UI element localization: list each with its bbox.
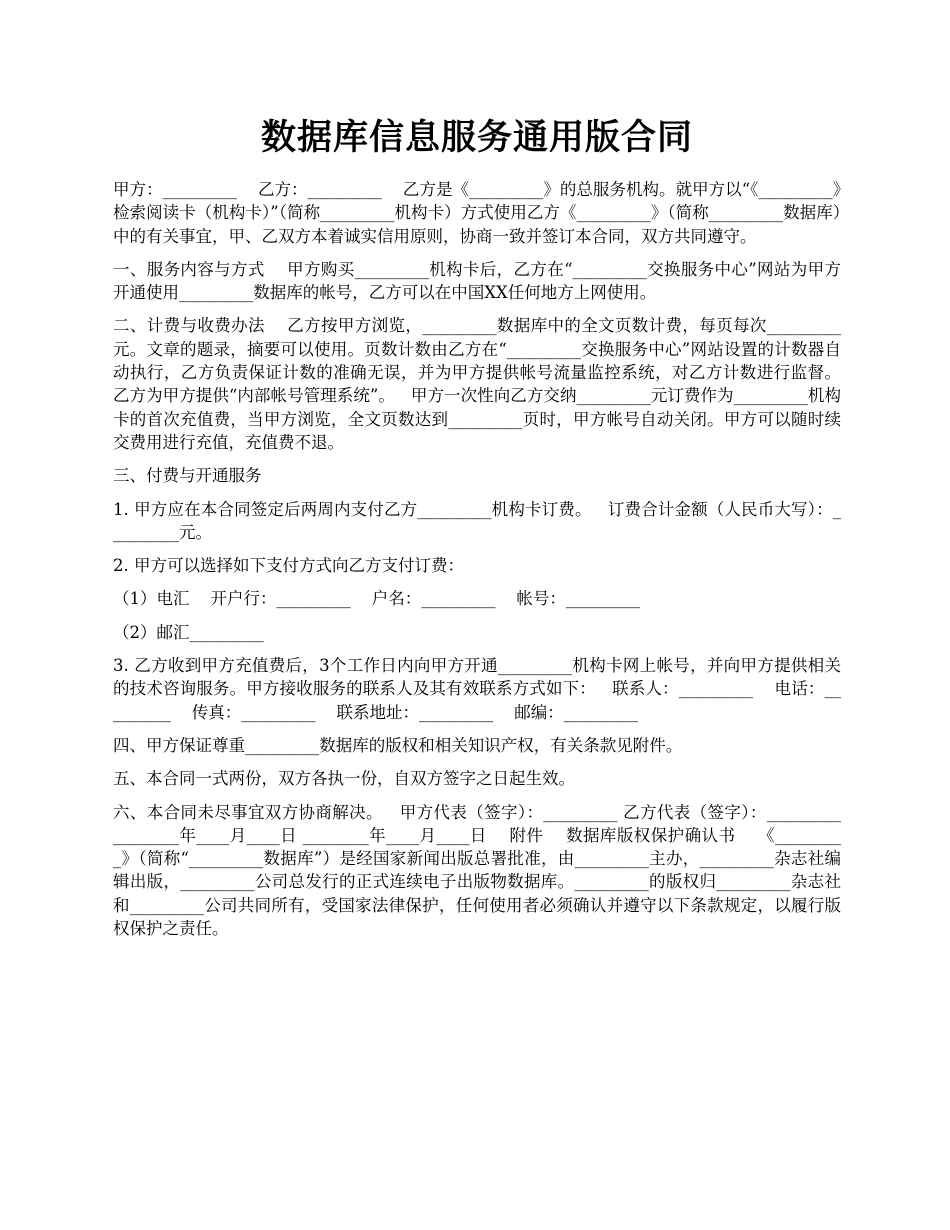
contract-body — [113, 178, 862, 940]
postal-remittance-line: （2）邮汇_________ — [113, 622, 264, 642]
section-5-paragraph: 五、本合同一式两份，双方各执一份，自双方签字之日起生效。 — [113, 769, 575, 789]
section-4-paragraph: 四、甲方保证尊重_________数据库的版权和相关知识产权，有关条款见附件。 — [113, 735, 683, 755]
section-2-billing-paragraph: 二、计费与收费办法 乙方按甲方浏览，_________数据库中的全文页数计费，每页每次_________元。文章的题录，摘要可以使用。页数计数由乙方在“_________交换服务中心”网站设置的计数器自动执行，乙方负责保证计数的准确无误，并为甲方提供帐号流量监控系统，对乙方计数进行监督。 乙方为甲方提供“内部帐号管理系统”。 甲方一次性向乙方交纳_________元订费作为_________机构卡的首次充值费，当甲方浏览，全文页数达到_________页时，甲方帐号自动关闭。甲方可以随时续交费用进行充值，充值费不退。 — [113, 316, 857, 452]
clause-3-3-paragraph: 3. 乙方收到甲方充值费后，3个工作日内向甲方开通_________机构卡网上帐号，并向甲方提供相关的技术咨询服务。甲方接收服务的联系人及其有效联系方式如下： 联系人：_________ 电话：_________ 传真：_________ 联系地址：_________ 邮编：_________ — [113, 656, 841, 722]
section-1-service-paragraph: 一、服务内容与方式 甲方购买_________机构卡后，乙方在“_________交换服务中心”网站为甲方开通使用_________数据库的帐号，乙方可以在中国XX任何地方上网使用。 — [113, 259, 841, 303]
section-3-heading: 三、付费与开通服务 — [113, 466, 262, 486]
document-page — [113, 0, 862, 950]
clause-3-1-paragraph: 1. 甲方应在本合同签定后两周内支付乙方_________机构卡订费。 订费合计金额（人民币大写）：_________元。 — [113, 499, 841, 542]
section-6-and-appendix-paragraph: 六、本合同未尽事宜双方协商解决。 甲方代表（签字）：_________ 乙方代表（签字）：_________ ________年____月____日 ________年____月____日 附件 数据库版权保护确认书 《_________》（简称“_________数据库”）是经国家新闻出版总署批准，由_________主办，_________杂志社编辑出版，_________公司总发行的正式连续电子出版物数据库。_________的版权归_________杂志社和_________公司共同所有，受国家法律保护，任何使用者必须确认并遵守以下条款规定，以履行版权保护之责任。 — [113, 802, 862, 939]
clause-3-2-paragraph: 2. 甲方可以选择如下支付方式向乙方支付订费： — [113, 556, 464, 576]
wire-transfer-line: （1）电汇 开户行：_________ 户名：_________ 帐号：_________ — [113, 589, 641, 609]
document-title: 数据库信息服务通用版合同 — [260, 117, 693, 158]
preamble-paragraph: 甲方：_________ 乙方：_________ 乙方是《_________》的总服务机构。就甲方以“《_________》检索阅读卡（机构卡）”（简称_________机构卡）方式使用乙方《_________》（简称_________数据库）中的有关事宜，甲、乙双方本着诚实信用原则，协商一致并签订本合同，双方共同遵守。 — [113, 180, 841, 246]
